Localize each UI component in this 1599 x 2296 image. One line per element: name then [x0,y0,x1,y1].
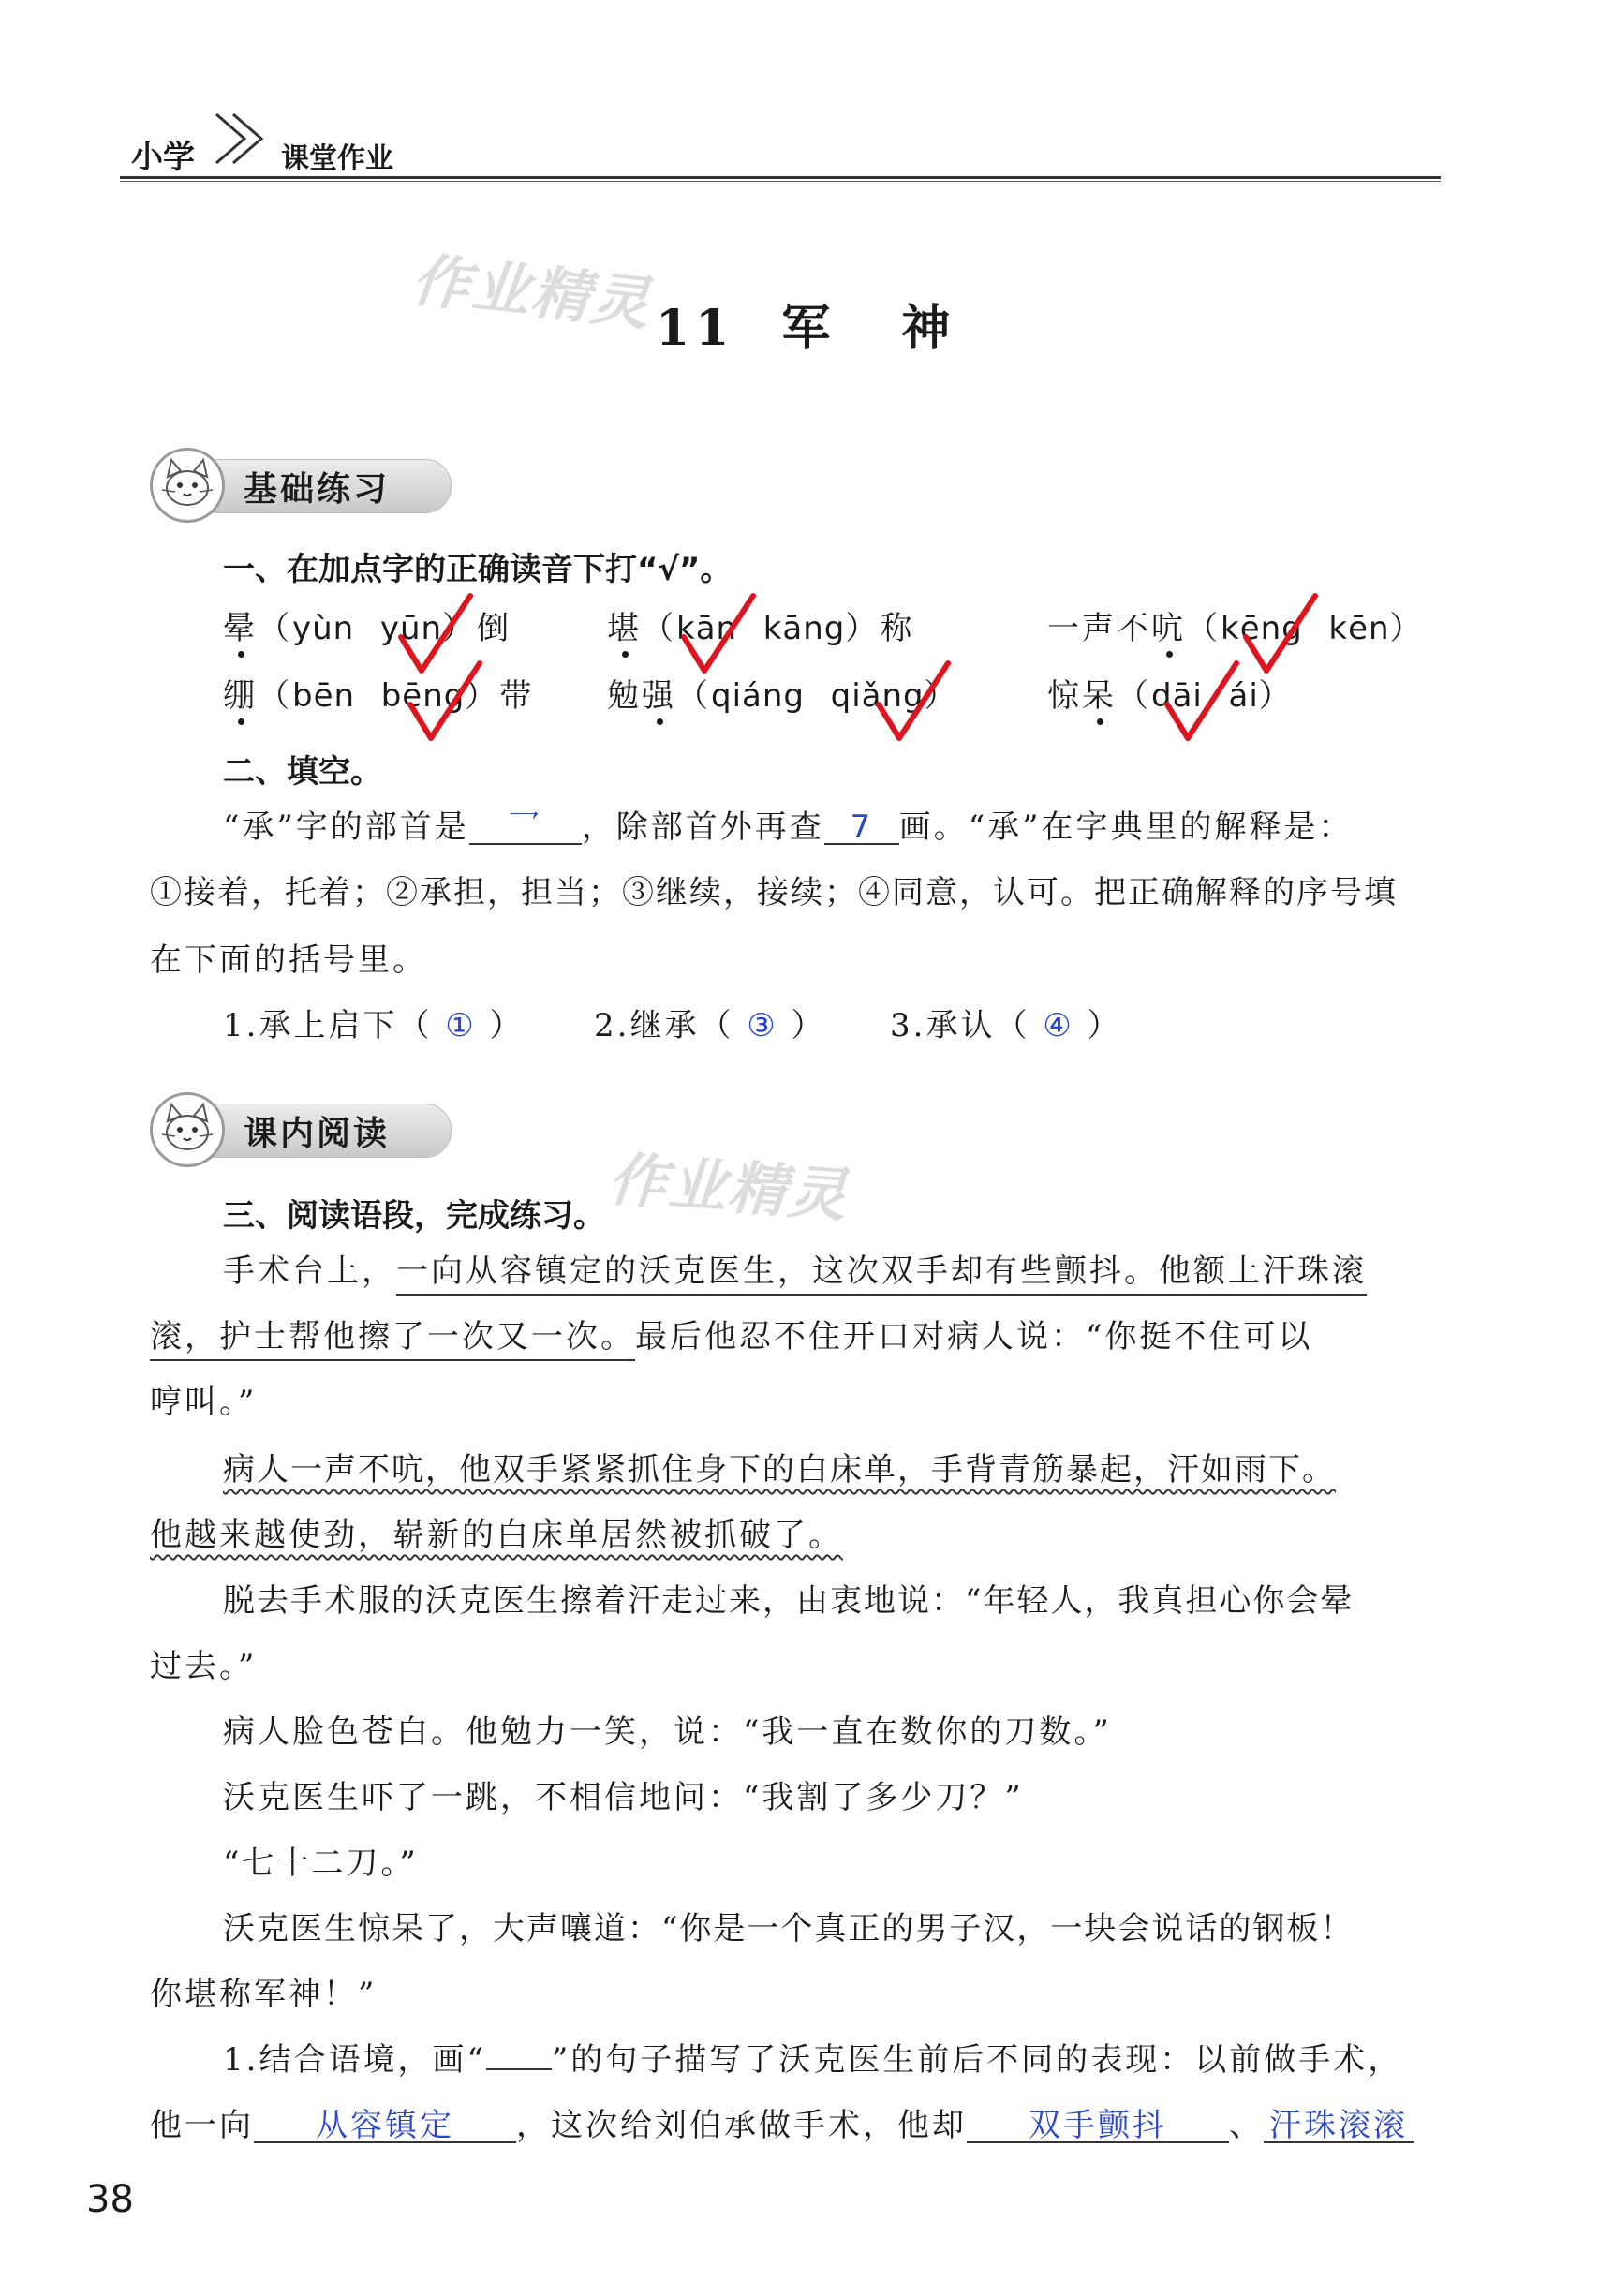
exercise-text: 1.结合语境，画“ [223,2041,486,2079]
strokes-answer: 7 [824,811,899,845]
dotted-char: 强 [642,677,676,715]
pinyin-option-2: ái [1228,677,1259,715]
word-prefix: 勉 [607,677,642,715]
exercise-text: ”的句子描写了沃克医生前后不同的表现：以前做手术， [551,2041,1403,2079]
q2-text-a: “承”字的部首是 [223,808,469,846]
passage-p2-line1 [223,1451,1336,1489]
watermark-middle: 作业精灵 [606,1145,851,1230]
q2-text-c: 画。“承”在字典里的解释是： [898,808,1354,846]
word-tail: 带 [499,677,535,715]
passage-p4: 病人脸色苍白。他勉力一笑，说：“我一直在数你的刀数。” [223,1713,1112,1751]
q2-item-close: ） [1087,1007,1122,1044]
q2-item-label: 3.承认（ [890,1007,1030,1044]
underline-sample [486,2068,552,2070]
exercise-1-line1 [223,2041,1403,2079]
pinyin-option-1: bēn [292,677,356,715]
passage-p1-line3: 哼叫。” [150,1384,258,1421]
q2-item-1 [223,1007,525,1044]
pinyin-option-1: qiáng [711,677,805,715]
double-chevron-icon [211,111,276,167]
check-mark-icon [676,590,761,684]
passage-text: 最后他忍不住开口对病人说：“你挺不住可以 [635,1318,1313,1355]
pinyin-option-1: dāi [1151,677,1203,715]
dotted-char: 绷 [223,677,258,715]
q2-heading: 二、填空。 [223,753,382,791]
passage-p7-line2: 你堪称军神！” [150,1976,378,2013]
pinyin-option-1: yùn [292,610,355,647]
watermark-top: 作业精灵 [408,244,655,339]
underlined-sentence: 滚，护士帮他擦了一次又一次。 [150,1318,635,1361]
q2-line-3: 在下面的括号里。 [150,941,427,979]
pinyin-option-2: qiǎng [830,677,925,715]
wavy-underlined-sentence: 他越来越使劲，崭新的白床单居然被抓破了。 [150,1517,843,1554]
pinyin-option-1: kēng [1221,610,1303,647]
lesson-title-char-1: 军 [781,300,837,357]
passage-p1-line1 [223,1252,1367,1290]
underlined-sentence: 一向从容镇定的沃克医生，这次双手却有些颤抖。他额上汗珠滚 [396,1252,1367,1296]
passage-p1-line2 [150,1318,1313,1355]
lesson-title-char-2: 神 [901,300,956,357]
q2-item-answer: ④ [1043,1007,1074,1044]
answer-blank-2: 双手颤抖 [967,2110,1229,2143]
passage-p7-line1: 沃克医生惊呆了，大声嚷道：“你是一个真正的男子汉，一块会说话的钢板！ [223,1910,1355,1948]
exercise-1-line2 [150,2107,1414,2144]
dotted-char: 吭 [1151,610,1186,647]
lesson-number: 11 [656,300,735,357]
page-number: 38 [86,2178,134,2221]
pinyin-option-2: kāng [762,610,846,647]
q3-heading: 三、阅读语段，完成练习。 [223,1197,605,1235]
passage-p3-line2: 过去。” [150,1648,258,1685]
passage-p3-line1: 脱去手术服的沃克医生擦着汗走过来，由衷地说：“年轻人，我真担心你会晕 [223,1582,1355,1620]
q1-heading: 一、在加点字的正确读音下打“√”。 [223,551,733,588]
word-tail: 倒 [477,610,512,647]
pinyin-option-2: yūn [379,610,443,647]
dotted-char: 堪 [607,610,642,647]
pinyin-option-1: kān [676,610,738,647]
word-prefix: 一声不 [1047,610,1151,647]
pinyin-option-2: kēn [1328,610,1390,647]
q2-item-answer: ① [445,1007,477,1044]
cat-mascot-icon [150,1092,225,1167]
header-rule [120,176,1441,179]
section-label-basic: 基础练习 [244,469,391,509]
q2-line-1 [223,808,1354,846]
q2-text-b: ，除部首外再查 [581,808,824,846]
cat-mascot-icon [150,448,225,523]
q2-item-close: ） [489,1007,525,1044]
q1-item-5: 勉强（qiáng qiǎng） [607,677,959,715]
pinyin-option-2: bēng [380,677,466,715]
header-book-title: 课堂作业 [281,142,393,175]
q1-item-3: 一声不吭（kēng kēn） [1047,610,1425,647]
radical-answer: 乛 [469,811,582,845]
dotted-char: 呆 [1082,677,1117,715]
q2-item-close: ） [791,1007,826,1044]
passage-p2-line2 [150,1517,843,1554]
exercise-text: 他一向 [150,2107,254,2144]
q1-item-6: 惊呆（dāi ái） [1047,677,1294,715]
q2-item-3 [890,1007,1122,1044]
answer-blank-3: 汗珠滚滚 [1264,2110,1414,2143]
word-prefix: 惊 [1047,677,1082,715]
dotted-char: 晕 [223,610,258,647]
q1-item-2: 堪（kān kāng）称 [607,610,915,647]
q2-line-2: ①接着，托着；②承担，担当；③继续，接续；④同意，认可。把正确解释的序号填 [150,874,1398,911]
check-mark-icon [403,658,487,751]
check-mark-icon [1160,658,1244,751]
answer-blank-1: 从容镇定 [254,2110,516,2143]
q2-item-label: 1.承上启下（ [223,1007,433,1044]
lesson-title [656,289,955,359]
q2-item-label: 2.继承（ [594,1007,734,1044]
check-mark-icon [1238,590,1323,684]
header-school: 小学 [131,139,195,176]
passage-p5: 沃克医生吓了一跳，不相信地问：“我割了多少刀？” [223,1779,1024,1816]
exercise-text: ，这次给刘伯承做手术，他却 [516,2107,967,2144]
section-banner-reading [150,1092,450,1165]
header-rule-thin [120,181,1441,182]
passage-text: 手术台上， [223,1252,396,1290]
wavy-underlined-sentence: 病人一声不吭，他双手紧紧抓住身下的白床单，手背青筋暴起，汗如雨下。 [223,1451,1336,1489]
q1-item-4: 绷（bēn bēng）带 [223,677,535,715]
q2-item-answer: ③ [747,1007,778,1044]
q2-item-2 [594,1007,826,1044]
passage-p6: “七十二刀。” [223,1844,419,1882]
section-label-reading: 课内阅读 [244,1114,391,1153]
exercise-separator: 、 [1229,2107,1264,2144]
word-tail: 称 [880,610,915,647]
q1-item-1: 晕（yùn yūn）倒 [223,610,512,647]
check-mark-icon [871,658,955,751]
section-banner-basic [150,448,450,521]
